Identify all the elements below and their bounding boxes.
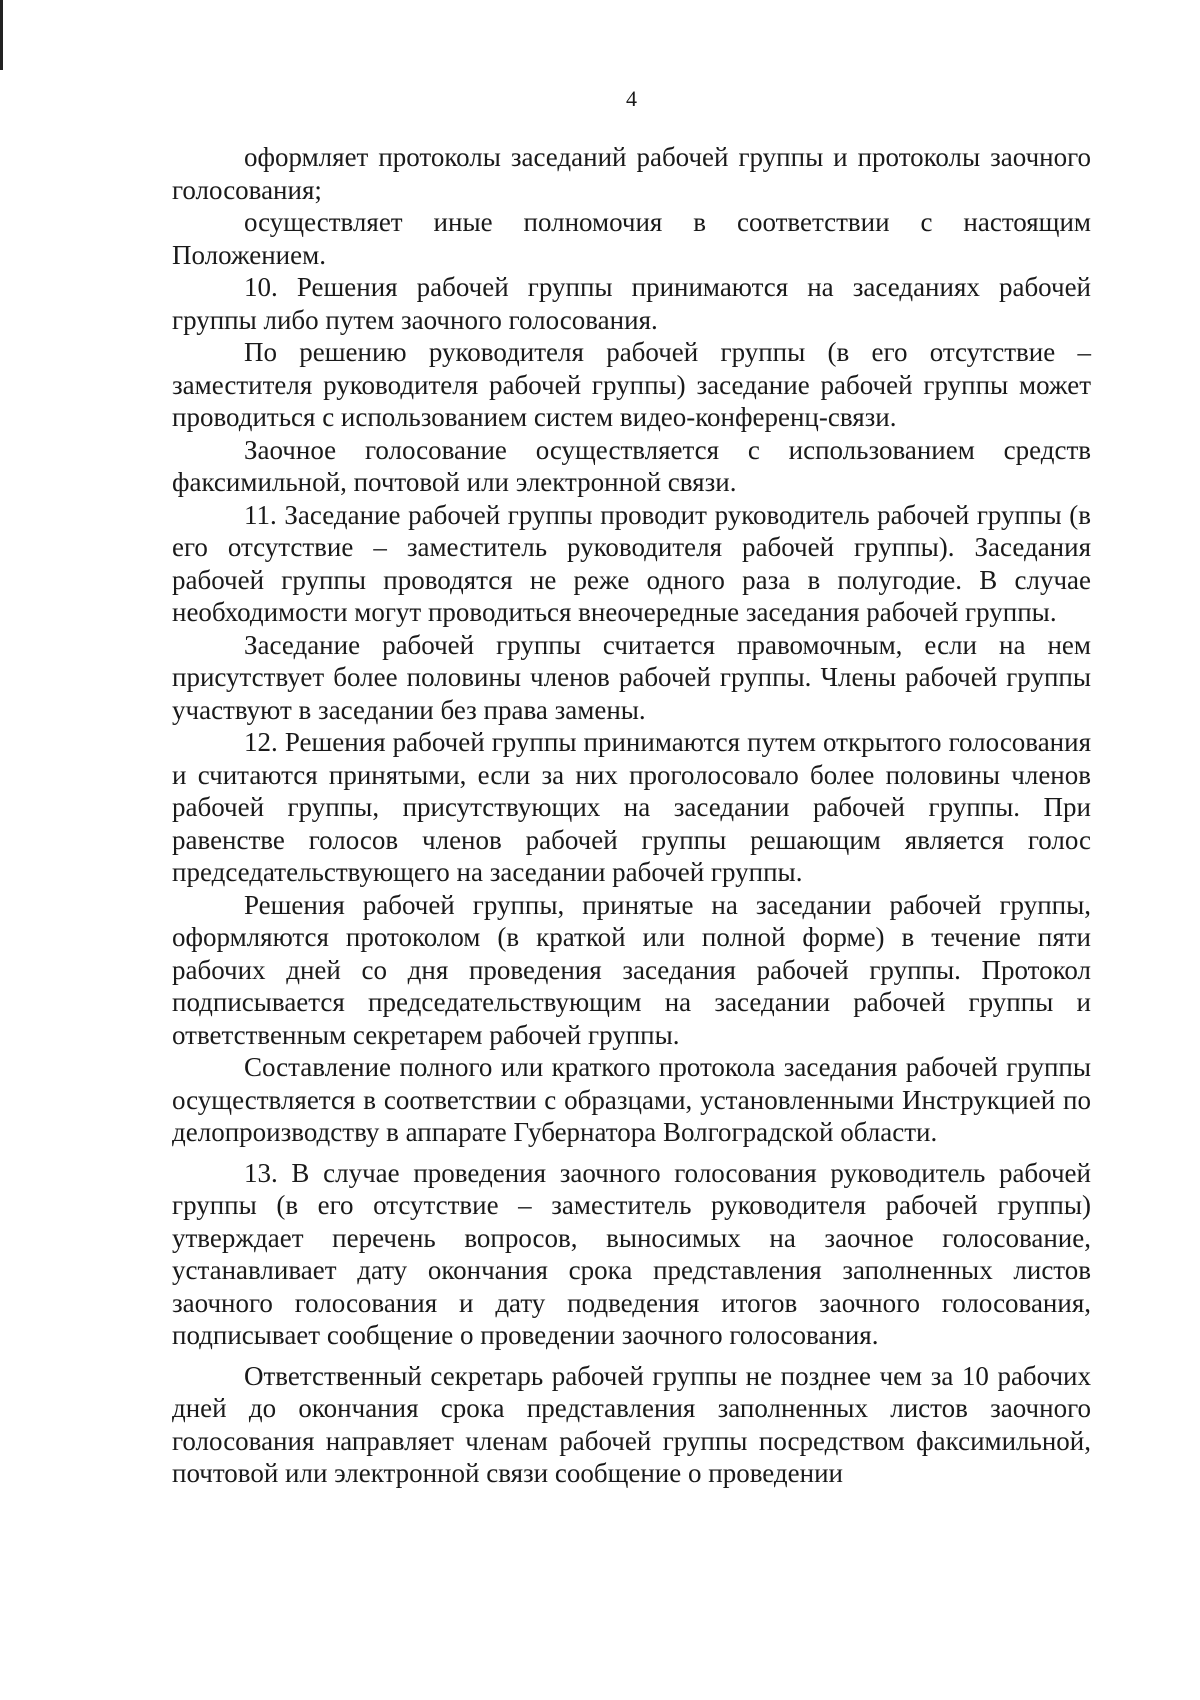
page-number: 4 [626, 86, 637, 111]
paragraph-protocol-form: Решения рабочей группы, принятые на заседании рабочей группы, оформляются протоколом (в краткой или полной форме) в течение пяти рабочих дней со дня проведения заседания рабочей группы. Протокол подписывается председательствующим на заседании рабочей группы и ответственным секретарем рабочей группы. [172, 889, 1091, 1050]
paragraph-item-10: 10. Решения рабочей группы принимаются на заседаниях рабочей группы либо путем заочного голосования. [172, 272, 1091, 335]
paragraph-absentee-voting: Заочное голосование осуществляется с использованием средств факсимильной, почтовой или электронной связи. [172, 434, 1091, 497]
paragraph-secretary-notice: Ответственный секретарь рабочей группы не позднее чем за 10 рабочих дней до окончания срока представления заполненных листов заочного голосования направляет членам рабочей группы посредством факсимильной, почтовой или электронной связи сообщение о проведении [172, 1360, 1091, 1488]
paragraph-item-12: 12. Решения рабочей группы принимаются путем открытого голосования и считаются принятыми, если за них проголосовало более половины членов рабочей группы, присутствующих на заседании рабочей группы. При равенстве голосов членов рабочей группы решающим является голос председательствующего на заседании рабочей группы. [172, 727, 1091, 887]
document-body [172, 141, 1091, 1490]
paragraph-protocol-samples: Составление полного или краткого протокола заседания рабочей группы осуществляется в соответствии с образцами, установленными Инструкцией по делопроизводству в аппарате Губернатора Волгоградской области. [172, 1052, 1091, 1147]
paragraph-item-11: 11. Заседание рабочей группы проводит руководитель рабочей группы (в его отсутствие – заместитель руководителя рабочей группы). Заседания рабочей группы проводятся не реже одного раза в полугодие. В случае необходимости могут проводиться внеочередные заседания рабочей группы. [172, 499, 1091, 627]
scan-edge-mark [0, 0, 3, 70]
paragraph-quorum: Заседание рабочей группы считается правомочным, если на нем присутствует более половины членов рабочей группы. Члены рабочей группы участвуют в заседании без права замены. [172, 629, 1091, 725]
paragraph-item-13: 13. В случае проведения заочного голосования руководитель рабочей группы (в его отсутствие – заместитель руководителя рабочей группы) утверждает перечень вопросов, выносимых на заочное голосование, устанавливает дату окончания срока представления заполненных листов заочного голосования и дату подведения итогов заочного голосования, подписывает сообщение о проведении заочного голосования. [172, 1157, 1091, 1350]
paragraph-protocols: оформляет протоколы заседаний рабочей группы и протоколы заочного голосования; [172, 142, 1091, 205]
paragraph-other-powers: осуществляет иные полномочия в соответствии с настоящим Положением. [172, 207, 1091, 270]
paragraph-video-conference: По решению руководителя рабочей группы (в его отсутствие – заместителя руководителя рабочей группы) заседание рабочей группы может проводиться с использованием систем видео-конференц-связи. [172, 337, 1091, 432]
